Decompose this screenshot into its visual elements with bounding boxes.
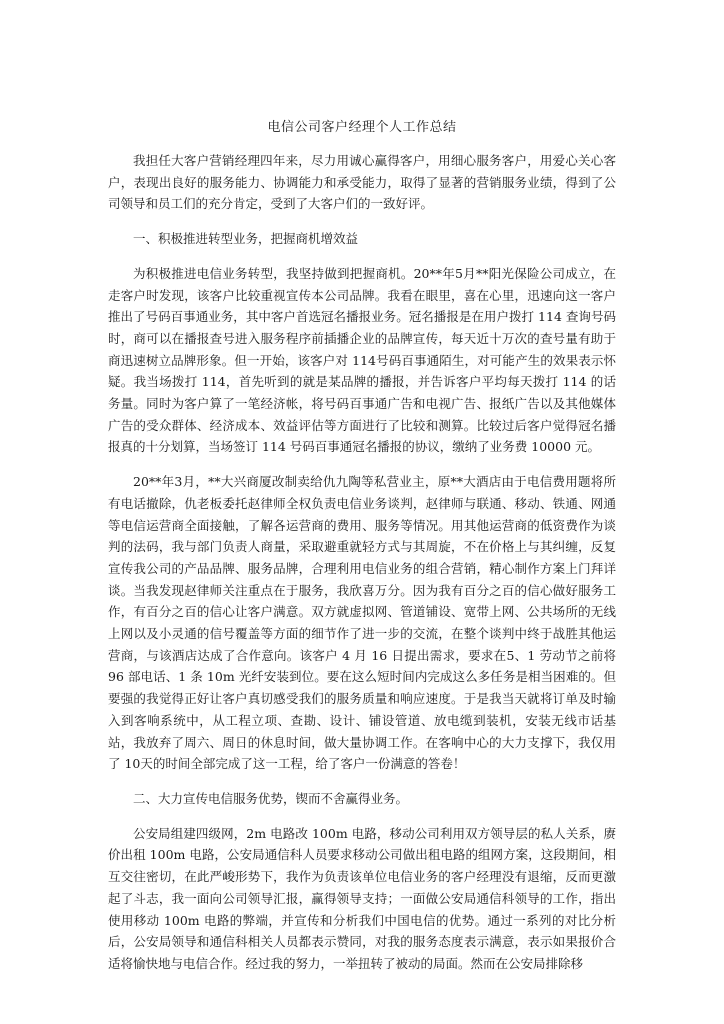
section-heading-2: 二、大力宣传电信服务优势，锲而不舍赢得业务。 [133, 790, 409, 806]
paragraph-hotel-case: 20**年3月，**大兴商厦改制卖给仇九陶等私营业主，原**大酒店由于电信费用题将所有电话撤除，仇老板委托赵律师全权负责电信业务谈判，赵律师与联通、移动、铁通、网通等电信运营商全面接触，了解各运营商的费用、服务等情况。用其他运营商的低资费作为谈判的法码，我与部门负责人商量，采取避重就轻方式与其周旋，不在价格上与其纠缠，反复宣传我公司的产品品牌、服务品牌，合理利用电信业务的组合营销，精心制作方案上门拜详谈。当我发现赵律师关注重点在于服务，我欣喜万分。因为我有百分之百的信心做好服务工作，有百分之百的信心让客户满意。双方就虚拟网、管道铺设、宽带上网、公共场所的无线上网以及小灵通的信号覆盖等方面的细节作了进一步的交流，在整个谈判中终于战胜其他运营商，与该酒店达成了合作意向。该客户 4 月 16 日提出需求，要求在5、1 劳动节之前将 96 部电话、1 条 10m 光纤安装到位。要在这么短时间内完成这么多任务是相当困难的。但要强的我觉得正好让客户真切感受我们的服务质量和响应速度。于是我当天就将订单及时输入到客响系统中，从工程立项、查勘、设计、铺设管道、放电缆到装机，安装无线市话基站，我放弃了周六、周日的休息时间，做大量协调工作。在客响中心的大力支撑下，我仅用了 10天的时间全部完成了这一工程，给了客户一份满意的答卷！ [108, 474, 616, 772]
section-heading-1: 一、积极推进转型业务，把握商机增效益 [133, 231, 359, 247]
paragraph-114-business: 为积极推进电信业务转型，我坚持做到把握商机。20**年5月**阳光保险公司成立，在走客户时发现，该客户比较重视宣传本公司品牌。我看在眼里，喜在心里，迅速向这一客户推出了号码百事通业务，其中客户首选冠名播报业务。冠名播报是在用户拨打 114 查询号码时，商可以在播报查号进入服务程序前插播企业的品牌宣传，每天近十万次的查号量有助于商迅速树立品牌形象。但一开始，该客户对 114号码百事通陌生，对可能产生的效果表示怀疑。我当场拨打 114，首先听到的就是某品牌的播报，并告诉客户平均每天拨打 114 的话务量。同时为客户算了一笔经济帐，将号码百事通广告和电视广告、报纸广告以及其他媒体广告的受众群体、经济成本、效益评估等方面进行了比较和测算。比较过后客户觉得冠名播报真的十分划算，当场签订 114 号码百事通冠名播报的协议，缴纳了业务费 10000 元。 [108, 265, 616, 455]
document-body [108, 150, 616, 975]
paragraph-police-case: 公安局组建四级网，2m 电路改 100m 电路，移动公司利用双方领导层的私人关系，赓价出租 100m 电路，公安局通信科人员要求移动公司做出租电路的组网方案，这段期间，相互交往密切，在此严峻形势下，我作为负责该单位电信业务的客户经理没有退缩，反而更激起了斗志，我一面向公司领导汇报，赢得领导支持；一面做公安局通信科领导的工作，指出使用移动 100m 电路的弊端，并宣传和分析我们中国电信的优势。通过一系列的对比分析后，公安局领导和通信科相关人员都表示赞同，对我的服务态度表示满意，表示如果报价合适将愉快地与电信合作。经过我的努力，一举扭转了被动的局面。然而在公安局排除移 [108, 825, 616, 971]
document-title: 电信公司客户经理个人工作总结 [267, 120, 457, 135]
paragraph-intro: 我担任大客户营销经理四年来，尽力用诚心赢得客户，用细心服务客户，用爱心关心客户，表现出良好的服务能力、协调能力和承受能力，取得了显著的营销服务业绩，得到了公司领导和员工们的充分肯定，受到了大客户们的一致好评。 [108, 153, 616, 212]
